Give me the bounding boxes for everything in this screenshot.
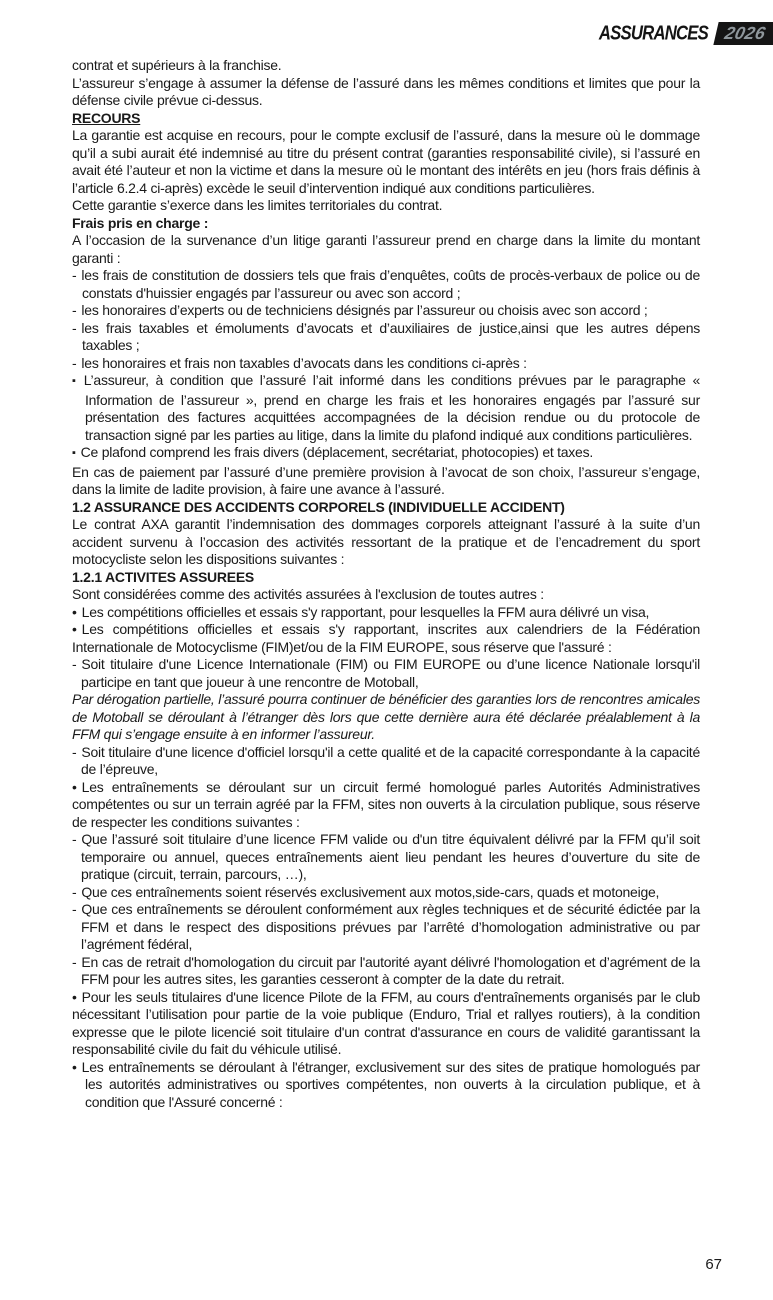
dash-marker: - [72,319,77,336]
section-1-2-1-intro: Sont considérées comme des activités assurées à l'exclusion de toutes autres : [72,586,544,602]
dash-marker: - [72,354,77,371]
list-item-text: les frais de constitution de dossiers tels que frais d’enquêtes, coûts de procès-verbaux de police ou de constats d'huissier engagés par l’assureur ou avec son accord ; [81,267,700,301]
dash-marker: - [72,883,77,900]
bullet-list-item [72,989,700,1059]
bullet-marker: • [72,603,77,620]
brand-logo [584,22,773,45]
bullet-list-item [72,779,700,832]
italic-note: Par dérogation partielle, l’assuré pourra continuer de bénéficier des garanties lors de rencontres amicales de Motoball se déroulant à l’étranger dès lors que cette dernière aura été déclarée préalablement à la FFM qui s’engage ensuite à en informer l’assureur. [72,691,700,742]
list-item-text: Les entraînements se déroulant sur un circuit fermé homologué parles Autorités Administratives compétentes ou sur un terrain agréé par la FFM, sites non ouverts à la circulation publique, sous réserve de respecter les conditions suivantes : [72,778,700,830]
heading-section-1-2: 1.2 ASSURANCE DES ACCIDENTS CORPORELS (INDIVIDUELLE ACCIDENT) [72,498,565,515]
list-item-text: Ce plafond comprend les frais divers (déplacement, secrétariat, photocopies) et taxes. [80,444,593,460]
sub-dash-item [72,656,700,691]
dash-list-item [72,302,700,320]
dash-marker: - [72,831,77,847]
square-list-item [72,372,700,444]
bullet-marker: • [72,1058,77,1075]
dash-marker: - [72,267,77,283]
list-item-text: Que l’assuré soit titulaire d’une licence FFM valide ou d'un titre équivalent délivré par la FFM qu’il soit temporaire ou annuel, queces entraînements aient lieu pendant les heures d’ouverture du site de pratique (circuit, terrain, parcours, …), [81,831,700,882]
frais-closing: En cas de paiement par l’assuré d’une première provision à l’avocat de son choix, l’assureur s’engage, dans la limite de ladite provision, à faire une avance à l’assuré. [72,463,700,497]
list-item-text: Pour les seuls titulaires d'une licence Pilote de la FFM, au cours d'entraînements organisés par le club nécessitant l’utilisation pour partie de la voie publique (Enduro, Trial et rallyes routiers), à la condition expresse que le pilote licencié soit titulaire d'un contrat d'assurance en cours de validité garantissant la responsabilité civile du fait du véhicule utilisé. [72,988,700,1057]
list-item-text: Soit titulaire d'une licence d'officiel lorsqu'il a cette qualité et de la capacité correspondante à la capacité de l’épreuve, [81,743,700,777]
sub-dash-item [72,884,700,902]
list-item-text: Les compétitions officielles et essais s'y rapportant, inscrites aux calendriers de la Fédération Internationale de Motocyclisme (FIM)et/ou de la FIM EUROPE, sous réserve que l'assuré : [72,621,700,655]
brand-name: ASSURANCES [598,22,708,45]
recours-territorial-line: Cette garantie s’exerce dans les limites territoriales du contrat. [72,197,443,213]
brand-year-badge [713,22,773,45]
dash-marker: - [72,302,77,318]
intro-line-2: L’assureur s’engage à assumer la défense de l’assuré dans les mêmes conditions et limites que pour la défense civile prévue ci-dessus. [72,74,700,108]
list-item-text: les honoraires et frais non taxables d’avocats dans les conditions ci-après : [81,354,527,371]
list-item-text: Les compétitions officielles et essais s'y rapportant, pour lesquelles la FFM aura délivré un visa, [81,603,650,620]
sub-dash-item [72,744,700,779]
bullet-list-item [72,1059,700,1112]
frais-intro: A l’occasion de la survenance d’un litige garanti l’assureur prend en charge dans la limite du montant garanti : [72,232,700,266]
square-marker: ▪ [72,447,76,459]
list-item-text: En cas de retrait d'homologation du circuit par l'autorité ayant délivré l'homologation et d’agrément de la FFM pour les autres sites, les garanties cesseront à compter de la date du retrait. [81,953,700,987]
intro-line-1: contrat et supérieurs à la franchise. [72,57,282,73]
dash-list-item [72,320,700,355]
list-item-text: Que ces entraînements se déroulent conformément aux règles techniques et de sécurité édictée par la FFM et dans le respect des dispositions prévues par l’arrêté d’homologation administrative ou par l’agrément fédéral, [81,901,700,952]
sub-dash-item [72,831,700,884]
list-item-text: L’assureur, à condition que l’assuré l’ait informé dans les conditions prévues par le paragraphe « Information de l’assureur », prend en charge les frais et les honoraires engagés par l’assuré sur présentation des factures acquittées accompagnées de la décision rendue ou du protocole de transaction signé par les parties au litige, dans la limite du plafond indiqué aux conditions particulières. [83,372,700,443]
list-item-text: Soit titulaire d'une Licence Internationale (FIM) ou FIM EUROPE ou d’une licence Nationale lorsqu'il participe en tant que joueur à une rencontre de Motoball, [81,656,700,690]
dash-list-item [72,355,700,373]
square-marker: ▪ [72,375,79,387]
dash-marker: - [72,901,77,917]
section-1-2-intro: Le contrat AXA garantit l’indemnisation des dommages corporels atteignant l’assuré à la suite d’un accident survenu à l’occasion des activités ressortant de la pratique et de l’encadrement du sport motocycliste selon les dispositions suivantes : [72,516,700,567]
dash-list-item [72,267,700,302]
dash-marker: - [72,743,77,760]
heading-section-1-2-1: 1.2.1 ACTIVITES ASSUREES [72,568,255,585]
list-item-text: les frais taxables et émoluments d’avocats et d’auxiliaires de justice,ainsi que les autres dépens taxables ; [81,319,700,353]
bullet-list-item [72,621,700,656]
bullet-marker: • [72,988,77,1005]
heading-frais: Frais pris en charge : [72,214,209,231]
bullet-list-item [72,604,700,622]
sub-dash-item [72,954,700,989]
list-item-text: les honoraires d’experts ou de techniciens désignés par l’assureur ou choisis avec son accord ; [81,302,648,318]
document-body [72,57,700,1111]
sub-dash-item [72,901,700,954]
page-number: 67 [705,1255,722,1273]
list-item-text: Que ces entraînements soient réservés exclusivement aux motos,side-cars, quads et motoneige, [81,883,660,900]
bullet-marker: • [72,621,77,637]
bullet-marker: • [72,778,77,795]
recours-paragraph: La garantie est acquise en recours, pour le compte exclusif de l’assuré, dans la mesure où le dommage qu’il a subi aurait été indemnisé au titre du présent contrat (garanties responsabilité civile), si l’assuré en avait été l’auteur et non la victime et dans la mesure où le montant des intérêts en jeu (hors frais définis à l’article 6.2.4 ci-après) excède le seuil d’intervention indiqué aux conditions particulières. [72,127,700,196]
heading-recours: RECOURS [72,109,141,126]
dash-marker: - [72,953,77,970]
brand-year: 2026 [722,23,768,43]
list-item-text: Les entraînements se déroulant à l'étranger, exclusivement sur des sites de pratique homologués par les autorités administratives ou sportives compétentes, non ouverts à la circulation publique, et à condition que l'Assuré concerné : [81,1058,700,1110]
square-list-item [72,444,700,464]
dash-marker: - [72,656,77,672]
